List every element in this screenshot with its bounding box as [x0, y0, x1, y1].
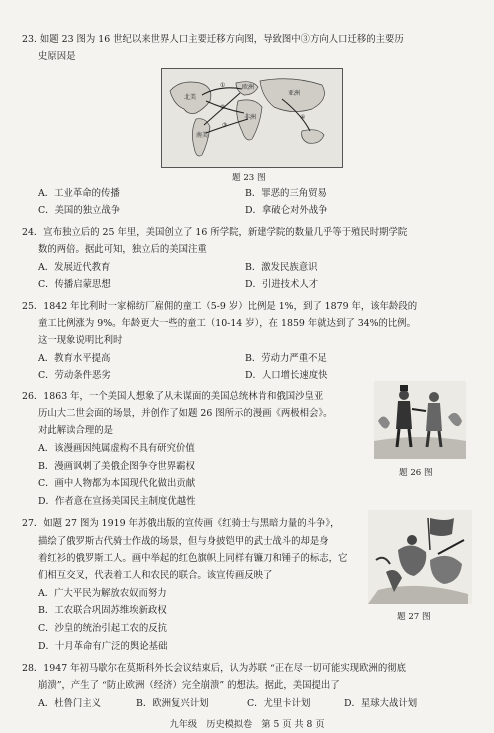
q25-option-b: B．劳动力严重不足	[245, 353, 327, 364]
q23-option-d: D．拿破仑对外战争	[245, 205, 328, 216]
q28-option-d: D．星球大战计划	[344, 698, 418, 709]
q23-option-b: B．罪恶的三角贸易	[245, 188, 327, 199]
q27-option-b: B．工农联合巩固苏维埃新政权	[38, 605, 167, 616]
q28-option-a: A．杜鲁门主义	[38, 698, 102, 709]
q24-stem-line1: 24．宣布独立后的 25 年里，美国创立了 16 所学院，新建学院的数量几乎等于殖民时期学院	[22, 227, 408, 238]
q26-stem-line1: 26．1863 年，一个美国人想象了从未谋面的美国总统林肯和俄国沙皇亚	[22, 391, 324, 402]
q26-option-c: C．画中人物都为本国现代化做出贡献	[38, 478, 196, 489]
map-label-route-2: ②	[220, 104, 226, 111]
q27-option-c: C．沙皇的统治引起工农的反抗	[38, 623, 168, 634]
q26-option-b: B．漫画讽刺了美俄企图争夺世界霸权	[38, 461, 195, 472]
map-label-route-3: ③	[222, 122, 228, 129]
q23-migration-map	[161, 68, 343, 168]
q24-option-b: B．激发民族意识	[245, 262, 318, 273]
map-label-africa: 非洲	[244, 114, 257, 121]
map-label-north-america: 北美	[184, 94, 197, 101]
q26-figure-caption: 题 26 图	[399, 468, 433, 478]
q27-option-d: D．十月革命有广泛的舆论基础	[38, 641, 168, 652]
q28-option-b: B．欧洲复兴计划	[136, 698, 209, 709]
q27-stem-line3: 着红衫的俄罗斯工人。画中举起的红色旗帜上同样有镰刀和锤子的标志，它	[38, 553, 348, 564]
q28-stem-line1: 28．1947 年初马歇尔在莫斯科外长会议结束后，认为苏联 “正在尽一切可能实现欧洲的彻底	[22, 663, 407, 674]
q24-stem-line2: 数的两倍。据此可知，独立后的美国注重	[38, 244, 207, 255]
q25-stem-line3: 这一现象说明比利时	[38, 335, 123, 346]
map-label-south-america: 南美	[196, 132, 209, 139]
q26-option-d: D．作者意在宣扬美国民主制度优越性	[38, 496, 196, 507]
q25-option-a: A．教育水平提高	[38, 353, 111, 364]
q27-poster	[368, 510, 472, 604]
q24-option-c: C．传播启蒙思想	[38, 279, 111, 290]
q26-stem-line2: 历山大二世会面的场景，并创作了如题 26 图所示的漫画《两极相会》。	[38, 408, 333, 419]
q24-option-d: D．引进技术人才	[245, 279, 319, 290]
q26-cartoon	[374, 381, 466, 459]
map-label-route-1: ①	[220, 82, 226, 89]
q23-option-a: A．工业革命的传播	[38, 188, 120, 199]
q27-stem-line2: 描绘了俄罗斯古代骑士作战的场景，但与身披铠甲的武士战斗的却是身	[38, 536, 329, 547]
q23-figure-caption: 题 23 图	[232, 173, 266, 183]
q28-option-c: C．尤里卡计划	[247, 698, 311, 709]
world-map-image	[162, 69, 342, 167]
q26-option-a: A．该漫画因纯属虚构不具有研究价值	[38, 443, 195, 454]
q27-stem-line1: 27．如题 27 图为 1919 年苏俄出版的宣传画《红骑士与黑暗力量的斗争》，	[22, 518, 340, 529]
q27-stem-line4: 们相互交叉，代表着工人和农民的联合。该宣传画反映了	[38, 570, 273, 581]
q25-option-d: D．人口增长速度快	[245, 370, 328, 381]
q27-option-a: A．广大平民为解放农奴而努力	[38, 588, 167, 599]
q23-stem-line1: 23. 如题 23 图为 16 世纪以来世界人口主要迁移方向图，导致图中③方向人口迁移的主要历	[22, 34, 404, 45]
map-label-europe: 欧洲	[242, 84, 255, 91]
cartoon-image	[374, 381, 466, 459]
q23-stem-line2: 史原因是	[38, 51, 76, 62]
q25-stem-line1: 25．1842 年比利时一家棉纺厂雇佣的童工（5-9 岁）比例是 1%，到了 1879 年，该年龄段的	[22, 301, 418, 312]
q25-option-c: C．劳动条件恶劣	[38, 370, 111, 381]
map-label-asia: 亚洲	[288, 90, 301, 97]
q27-figure-caption: 题 27 图	[397, 612, 431, 622]
propaganda-poster-image	[368, 510, 472, 604]
page-footer: 九年级 历史模拟卷 第 5 页 共 8 页	[169, 719, 325, 730]
q25-stem-line2: 童工比例涨为 9%。年龄更大一些的童工（10-14 岁），在 1859 年就达到了 34%的比例。	[38, 318, 417, 329]
q23-option-c: C．美国的独立战争	[38, 205, 121, 216]
q28-stem-line2: 崩溃”，产生了 “防止欧洲（经济）完全崩溃” 的想法。据此，美国提出了	[38, 680, 340, 691]
q24-option-a: A．发展近代教育	[38, 262, 111, 273]
q26-stem-line3: 对此解读合理的是	[38, 425, 114, 436]
map-label-route-4: ④	[300, 114, 306, 121]
